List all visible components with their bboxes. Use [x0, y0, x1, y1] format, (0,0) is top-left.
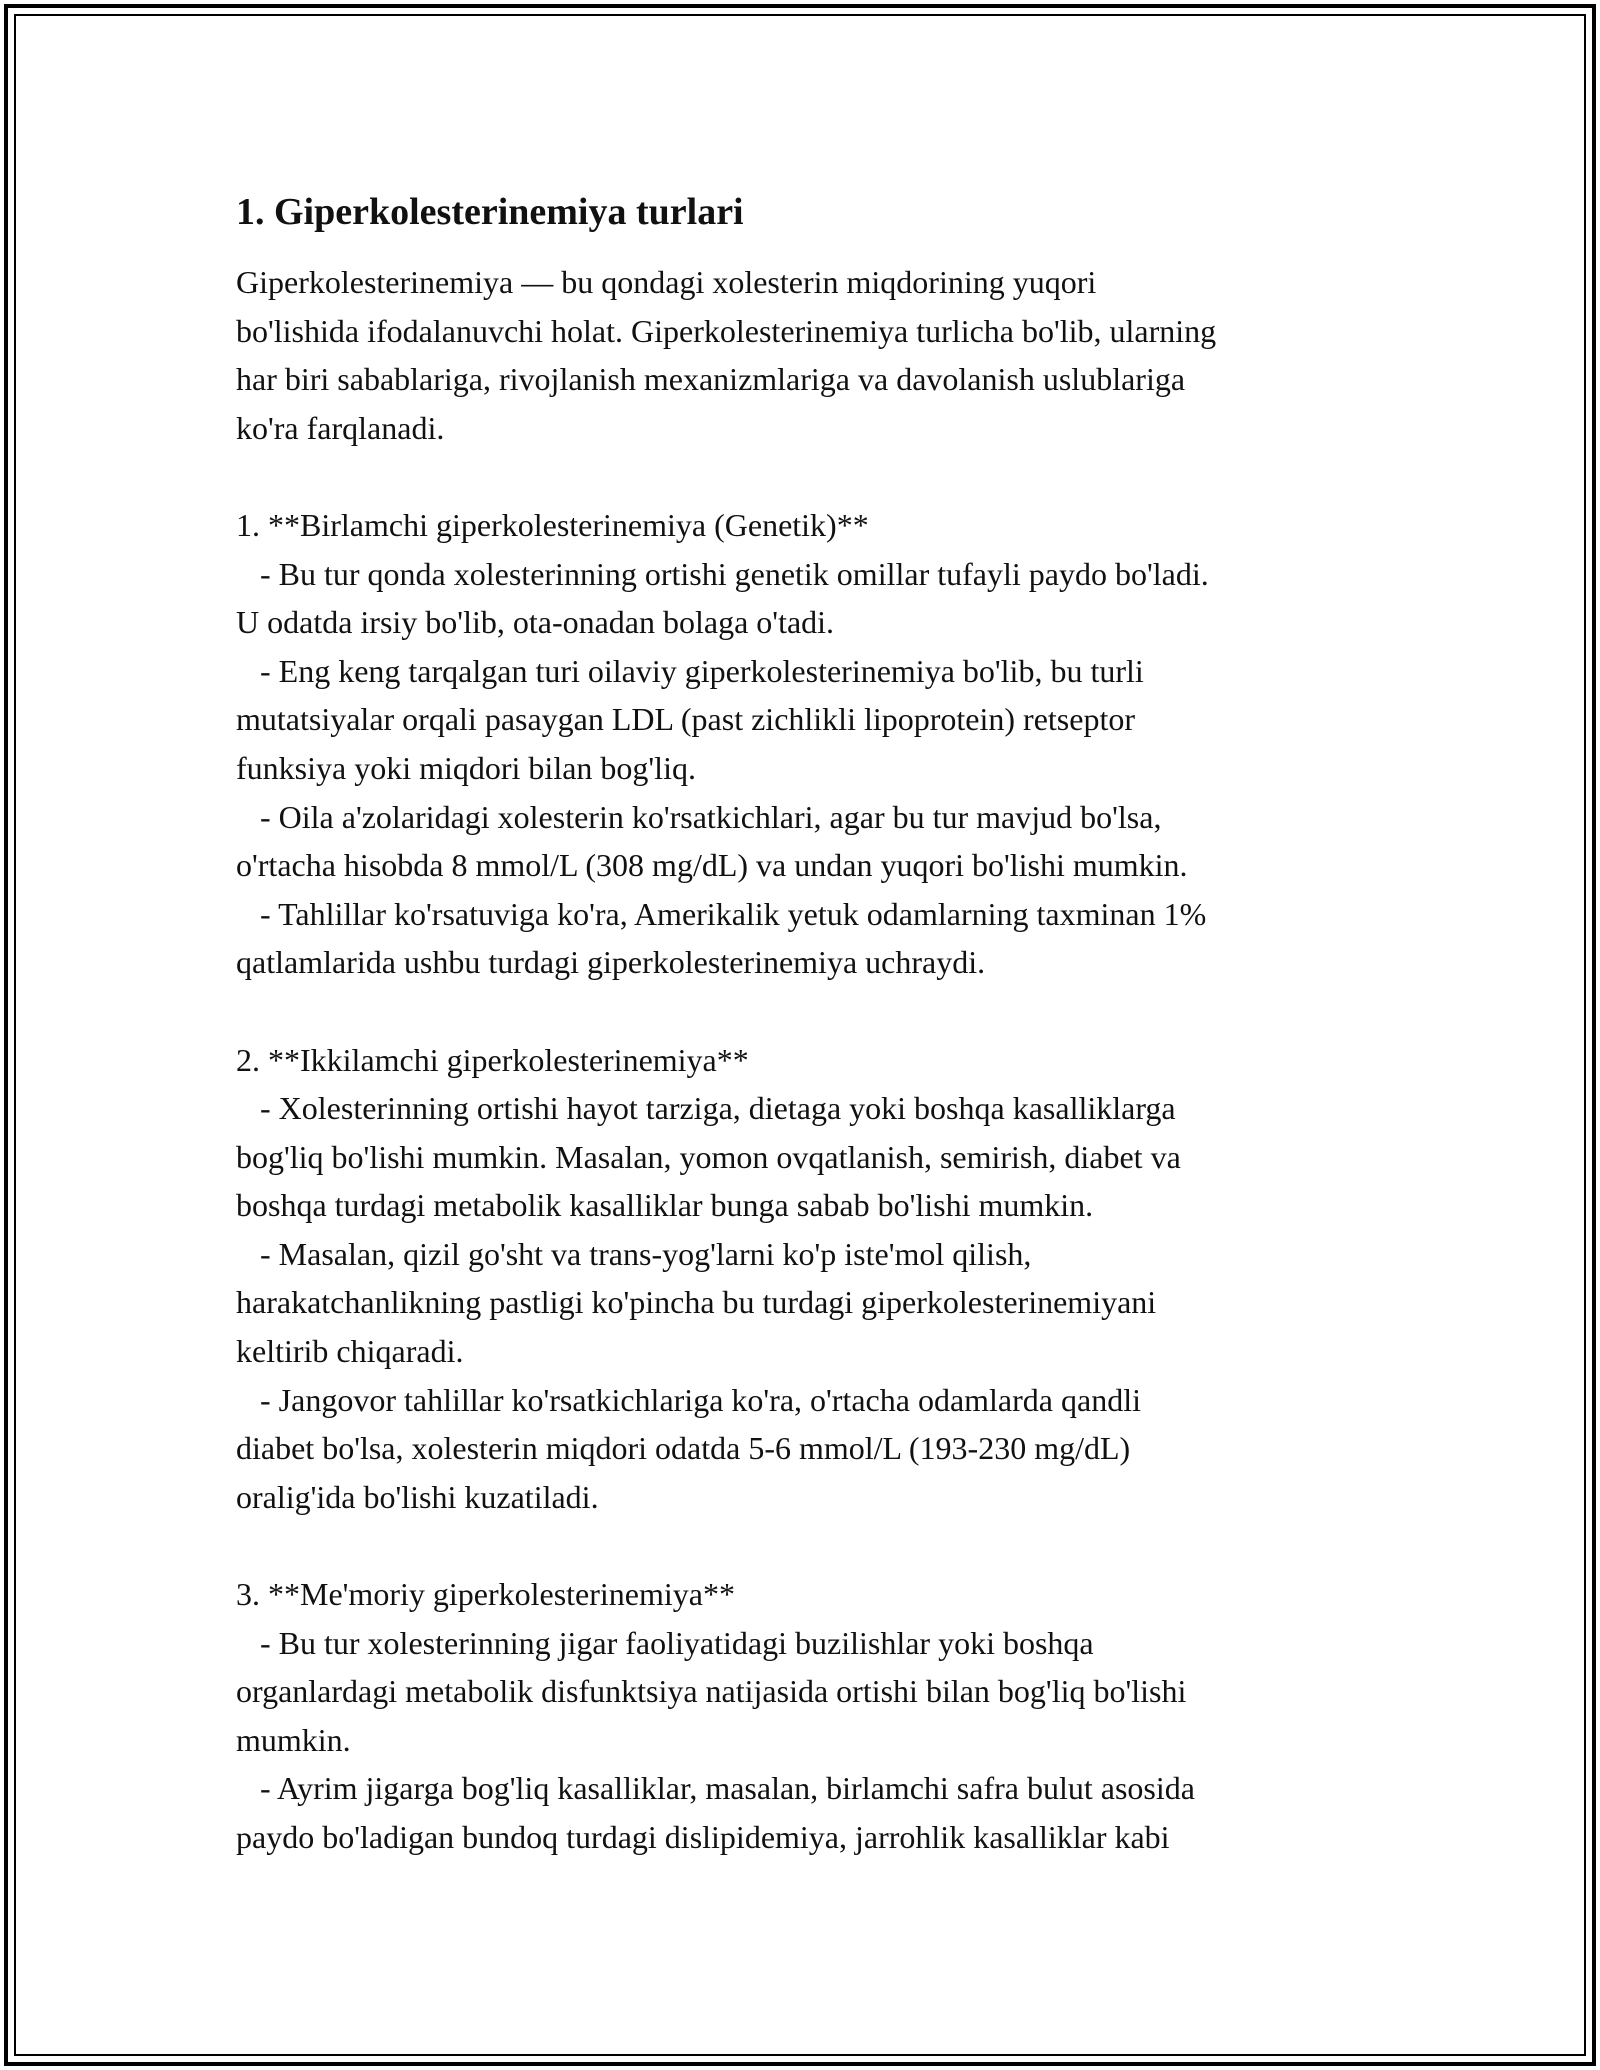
list-line: - Oila a'zolaridagi xolesterin ko'rsatkichlari, agar bu tur mavjud bo'lsa, [236, 798, 1162, 835]
list-line: bog'liq bo'lishi mumkin. Masalan, yomon ovqatlanish, semirish, diabet va [236, 1138, 1181, 1175]
list-line: qatlamlarida ushbu turdagi giperkolesterinemiya uchraydi. [236, 944, 986, 981]
list-line: o'rtacha hisobda 8 mmol/L (308 mg/dL) va undan yuqori bo'lishi mumkin. [236, 847, 1188, 884]
section-title: 1. Giperkolesterinemiya turlari [236, 191, 744, 233]
list-line: - Eng keng tarqalgan turi oilaviy giperkolesterinemiya bo'lib, bu turli [236, 652, 1144, 689]
list-line: - Masalan, qizil go'sht va trans-yog'larni ko'p iste'mol qilish, [236, 1235, 1032, 1272]
list-line: diabet bo'lsa, xolesterin miqdori odatda 5-6 mmol/L (193-230 mg/dL) [236, 1430, 1131, 1467]
blank-line [236, 987, 1376, 1036]
list-line: U odatda irsiy bo'lib, ota-onadan bolaga o'tadi. [236, 604, 835, 641]
paragraph-line: bo'lishida ifodalanuvchi holat. Giperkolesterinemiya turlicha bo'lib, ularning [236, 312, 1217, 349]
list-line: harakatchanlikning pastligi ko'pincha bu turdagi giperkolesterinemiyani [236, 1284, 1157, 1321]
list-line: - Tahlillar ko'rsatuviga ko'ra, Amerikalik yetuk odamlarning taxminan 1% [236, 895, 1207, 932]
list-line: oralig'ida bo'lishi kuzatiladi. [236, 1478, 599, 1515]
list-line: funksiya yoki miqdori bilan bog'liq. [236, 749, 696, 786]
list-line: - Bu tur qonda xolesterinning ortishi genetik omillar tufayli paydo bo'ladi. [236, 555, 1209, 592]
list-heading: 2. **Ikkilamchi giperkolesterinemiya** [236, 1041, 749, 1078]
list-heading: 3. **Me'moriy giperkolesterinemiya** [236, 1576, 735, 1613]
blank-line [236, 1521, 1376, 1570]
list-line: - Jangovor tahlillar ko'rsatkichlariga ko'ra, o'rtacha odamlarda qandli [236, 1381, 1141, 1418]
paragraph-line: har biri sabablariga, rivojlanish mexanizmlariga va davolanish uslublariga [236, 361, 1186, 398]
list-line: - Ayrim jigarga bog'liq kasalliklar, masalan, birlamchi safra bulut asosida [236, 1770, 1195, 1807]
list-line: - Xolesterinning ortishi hayot tarziga, dietaga yoki boshqa kasalliklarga [236, 1090, 1176, 1127]
list-line: keltirib chiqaradi. [236, 1333, 464, 1370]
paragraph-line: Giperkolesterinemiya — bu qondagi xolesterin miqdorining yuqori [236, 264, 1097, 300]
document-body [236, 186, 1376, 1862]
list-line: organlardagi metabolik disfunktsiya natijasida ortishi bilan bog'liq bo'lishi [236, 1673, 1187, 1710]
list-line: mutatsiyalar orqali pasaygan LDL (past zichlikli lipoprotein) retseptor [236, 701, 1135, 738]
list-line: boshqa turdagi metabolik kasalliklar bunga sabab bo'lishi mumkin. [236, 1187, 1094, 1224]
list-line: paydo bo'ladigan bundoq turdagi dislipidemiya, jarrohlik kasalliklar kabi [236, 1819, 1170, 1855]
list-heading: 1. **Birlamchi giperkolesterinemiya (Genetik)** [236, 506, 869, 543]
list-line: - Bu tur xolesterinning jigar faoliyatidagi buzilishlar yoki boshqa [236, 1624, 1094, 1661]
blank-line [236, 452, 1376, 501]
paragraph-line: ko'ra farqlanadi. [236, 409, 445, 446]
list-line: mumkin. [236, 1721, 351, 1758]
